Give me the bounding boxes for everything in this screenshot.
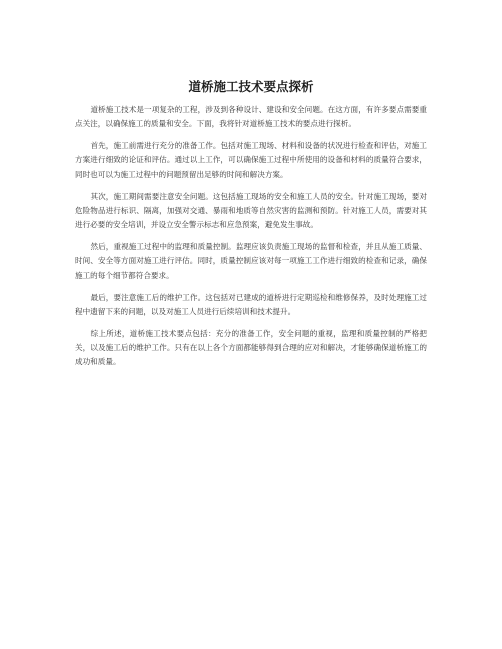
paragraph-conclusion: 综上所述，道桥施工技术要点包括：充分的准备工作，安全问题的重视，监理和质量控制的严格把关，以及施工后的维护工作。只有在以上各个方面都能够得到合理的应对和解决，才能够确保道桥施工的成功和质量。 — [75, 328, 427, 367]
paragraph-intro: 道桥施工技术是一项复杂的工程，涉及到各种设计、建设和安全问题。在这方面，有许多要点需要重点关注，以确保施工的质量和安全。下面，我将针对道桥施工技术的要点进行探析。 — [75, 105, 427, 129]
paragraph-maintenance: 最后，要注意施工后的维护工作。这包括对已建成的道桥进行定期巡检和维修保养，及时处理施工过程中遗留下来的问题，以及对施工人员进行后续培训和技术提升。 — [75, 292, 427, 316]
paragraph-safety: 其次，施工期间需要注意安全问题。这包括施工现场的安全和施工人员的安全。针对施工现场，要对危险物品进行标识、隔离，加强对交通、暴雨和地质等自然灾害的监测和预防。针对施工人员，需要对其进行必要的安全培训，并设立安全警示标志和应急预案，避免发生事故。 — [75, 191, 427, 230]
document-title: 道桥施工技术要点探析 — [188, 79, 314, 94]
document-body — [75, 103, 427, 377]
paragraph-preparation: 首先，施工前需进行充分的准备工作。包括对施工现场、材料和设备的状况进行检查和评估，对施工方案进行细致的论证和评估。通过以上工作，可以确保施工过程中所使用的设备和材料的质量符合要求，同时也可以为施工过程中的问题预留出足够的时间和解决方案。 — [75, 141, 427, 179]
paragraph-supervision: 然后，重视施工过程中的监理和质量控制。监理应该负责施工现场的监督和检查，并且从施工质量、时间、安全等方面对施工进行评估。同时，质量控制应该对每一项施工工作进行细致的检查和记录，确保施工的每个细节都符合要求。 — [75, 242, 427, 280]
